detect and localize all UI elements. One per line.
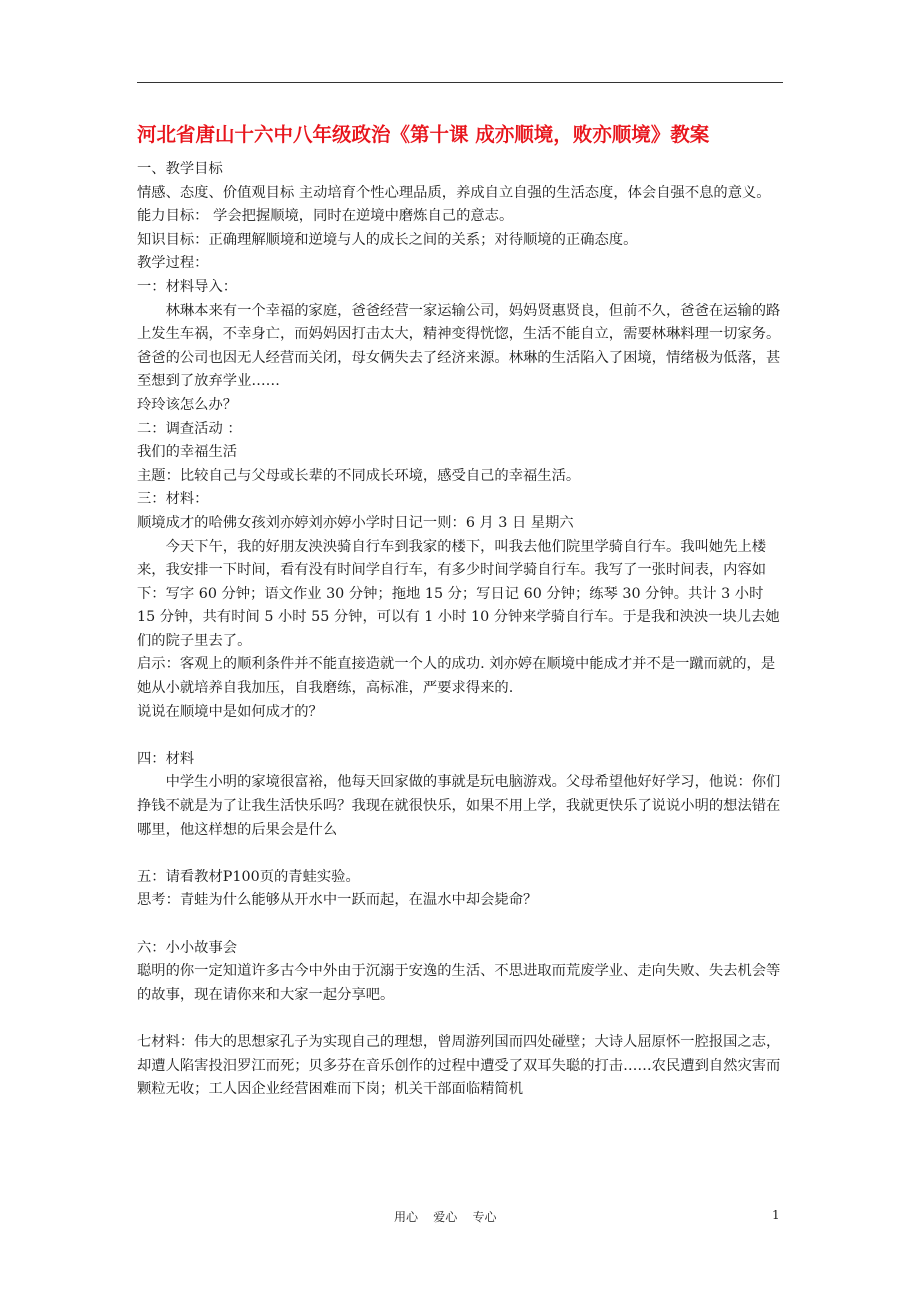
document-title: 河北省唐山十六中八年级政治《第十课 成亦顺境，败亦顺境》教案 <box>137 123 710 146</box>
section-heading-survey: 二：调查活动 ： <box>137 420 242 437</box>
paragraph-happy-life: 我们的幸福生活 <box>137 444 238 461</box>
section-heading-material-3: 三：材料： <box>137 491 209 508</box>
paragraph-knowledge-goal: 知识目标：正确理解顺境和逆境与人的成长之间的关系；对待顺境的正确态度。 <box>137 231 638 248</box>
section-heading-objectives: 一、教学目标 <box>137 161 223 177</box>
paragraph-emotion-goal: 情感、态度、价值观目标 主动培育个性心理品质，养成自立自强的生活态度，体会自强不息的意义。 <box>137 184 771 201</box>
paragraph-frog-question: 思考：青蛙为什么能够从开水中一跃而起，在温水中却会毙命？ <box>137 892 538 909</box>
paragraph-insight: 启示：客观上的顺利条件并不能直接造就一个人的成功. 刘亦婷在顺境中能成才并不是一蹴而就的，是她从小就培养自我加压，自我磨练，高标准，严要求得来的. <box>137 656 776 697</box>
paragraph-question-lingling: 玲玲该怎么办？ <box>137 396 238 413</box>
paragraph-diary-heading: 顺境成才的哈佛女孩刘亦婷刘亦婷小学时日记一则：6 月 3 日 星期六 <box>137 514 574 531</box>
section-heading-material-intro: 一：材料导入： <box>137 278 238 295</box>
paragraph-xiaoming-story: 中学生小明的家境很富裕，他每天回家做的事就是玩电脑游戏。父母希望他好好学习，他说：你们挣钱不就是为了让我生活快乐吗？我现在就很快乐，如果不用上学，我就更快乐了说说小明的想法错在哪里，他这样想的后果会是什么 <box>137 774 781 838</box>
section-heading-story-meeting: 六：小小故事会 <box>137 939 238 956</box>
paragraph-theme: 主题：比较自己与父母或长辈的不同成长环境，感受自己的幸福生活。 <box>137 467 581 484</box>
footer-motto: 用心 爱心 专心 <box>394 1210 497 1224</box>
paragraph-ability-goal: 能力目标： 学会把握顺境，同时在逆境中磨炼自己的意志。 <box>137 208 514 225</box>
header-rule <box>137 82 783 83</box>
paragraph-question-success: 说说在顺境中是如何成才的？ <box>137 703 323 720</box>
page-number: 1 <box>772 1208 780 1222</box>
section-heading-frog-experiment: 五：请看教材P100页的青蛙实验。 <box>137 868 360 885</box>
spacer <box>137 842 785 866</box>
spacer <box>137 913 785 937</box>
document-body <box>137 158 785 1102</box>
spacer <box>137 724 785 748</box>
paragraph-material-7: 七材料：伟大的思想家孔子为实现自己的理想，曾周游列国而四处碰壁；大诗人屈原怀一腔报国之志，却遭人陷害投汨罗江而死；贝多芬在音乐创作的过程中遭受了双耳失聪的打击……农民遭到自然灾害而颗粒无收；工人因企业经营困难而下岗；机关干部面临精简机 <box>137 1033 781 1098</box>
paragraph-story-prompt: 聪明的你一定知道许多古今中外由于沉溺于安逸的生活、不思进取而荒废学业、走向失败、失去机会等的故事，现在请你来和大家一起分享吧。 <box>137 963 781 1003</box>
paragraph-diary-content: 今天下午，我的好朋友泱泱骑自行车到我家的楼下，叫我去他们院里学骑自行车。我叫她先上楼来，我安排一下时间，看有没有时间学自行车，有多少时间学骑自行车。我写了一张时间表，内容如下：写字 60 分钟；语文作业 30 分钟；拖地 15 分；写日记 60 分钟；练琴 30 分钟。共计 3 小时 15 分钟，共有时间 5 小时 55 分钟，可以有 1 小时 10 分钟来学骑自行车。于是我和泱泱一块儿去她们的院子里去了。 <box>137 538 780 649</box>
paragraph-linlin-story: 林琳本来有一个幸福的家庭，爸爸经营一家运输公司，妈妈贤惠贤良，但前不久，爸爸在运输的路上发生车祸，不幸身亡，而妈妈因打击太大，精神变得恍惚，生活不能自立，需要林琳料理一切家务。爸爸的公司也因无人经营而关闭，母女俩失去了经济来源。林琳的生活陷入了困境，情绪极为低落，甚至想到了放弃学业…… <box>137 302 781 390</box>
section-heading-material-4: 四：材料 <box>137 750 195 767</box>
section-heading-process: 教学过程： <box>137 255 209 272</box>
spacer <box>137 1007 785 1031</box>
